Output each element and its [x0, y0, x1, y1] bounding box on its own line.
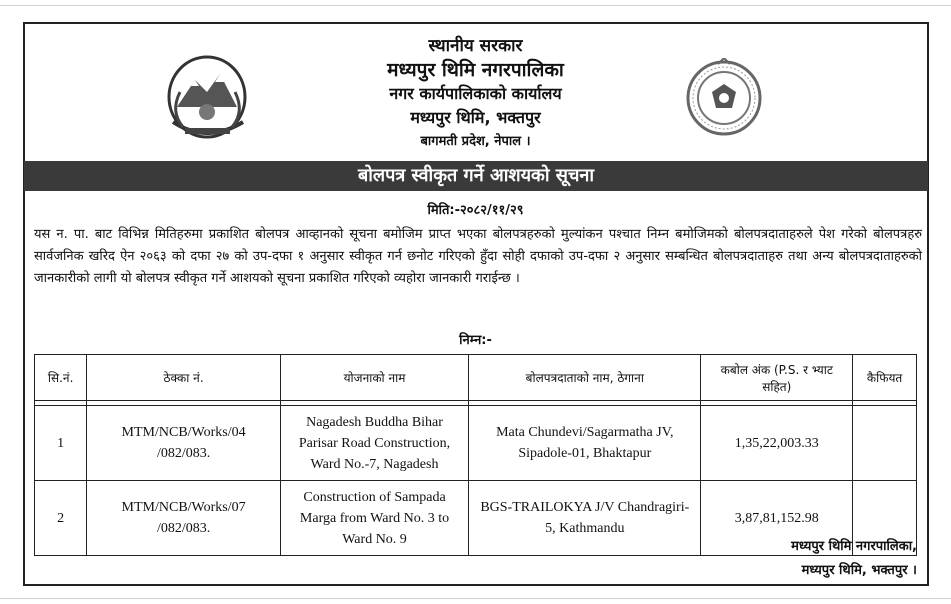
col-sn-header: सि.नं. [35, 355, 87, 401]
local-government-label: स्थानीय सरकार [428, 36, 523, 56]
bid-table [34, 354, 917, 556]
following-label: निम्न:- [459, 333, 492, 348]
row-project: Nagadesh Buddha Bihar Parisar Road Construction, Ward No.-7, Nagadesh [280, 406, 468, 481]
municipality-name: मध्यपुर थिमि नगरपालिका [387, 59, 564, 81]
row-amount: 1,35,22,003.33 [701, 406, 853, 481]
col-contract-header: ठेक्का नं. [87, 355, 281, 401]
row-amount: 3,87,81,152.98 [701, 481, 853, 556]
table-row [35, 406, 917, 481]
col-project-header: योजनाको नाम [280, 355, 468, 401]
office-header [0, 34, 951, 154]
top-rule [0, 5, 951, 6]
col-amount-header: कबोल अंक (P.S. र भ्याट सहित) [701, 355, 853, 401]
bottom-rule [0, 598, 951, 599]
col-bidder-header: बोलपत्रदाताको नाम, ठेगाना [469, 355, 701, 401]
col-remarks-header: कैफियत [853, 355, 917, 401]
row-bidder: BGS-TRAILOKYA J/V Chandragiri-5, Kathmandu [469, 481, 701, 556]
signature-line-2: मध्यपुर थिमि, भक्तपुर । [801, 563, 917, 578]
notice-body: यस न. पा. बाट विभिन्न मितिहरुमा प्रकाशित बोलपत्र आव्हानको सूचना बमोजिम प्राप्त भएका बोलपत्रहरुको मुल्यांकन पश्चात निम्न बमोजिमको बोलपत्रदाताहरुले पेश गरेको बोलपत्रहरु सार्वजनिक खरिद ऐन २०६३ को दफा २७ को उप-दफा १ अनुसार स्वीकृत गर्न छनोट गरिएको हुँदा सोही दफाको उप-दफा २ अनुसार सम्बन्धित बोलपत्रदाताहरु तथा अन्य बोलपत्रदाताहरुको जानकारीको लागी यो बोलपत्र स्वीकृत गर्ने आशयको सूचना प्रकाशित गरिएको व्यहोरा जानकारी गराईन्छ । [34, 227, 922, 286]
office-name: नगर कार्यपालिकाको कार्यालय [389, 84, 562, 103]
row-bidder: Mata Chundevi/Sagarmatha JV, Sipadole-01, Bhaktapur [469, 406, 701, 481]
row-remarks [853, 406, 917, 481]
row-contract: MTM/NCB/Works/07 /082/083. [87, 481, 281, 556]
province-country: बागमती प्रदेश, नेपाल । [420, 134, 531, 149]
row-sn: 2 [35, 481, 87, 556]
row-sn: 1 [35, 406, 87, 481]
notice-date: मिति:-२०८२/११/२९ [427, 203, 524, 218]
signature-line-1: मध्यपुर थिमि नगरपालिका, [791, 539, 917, 554]
row-contract: MTM/NCB/Works/04 /082/083. [87, 406, 281, 481]
notice-title-banner: बोलपत्र स्वीकृत गर्ने आशयको सूचना [24, 161, 928, 191]
table-header-row [35, 355, 917, 401]
office-location: मध्यपुर थिमि, भक्तपुर [410, 108, 541, 127]
row-project: Construction of Sampada Marga from Ward No. 3 to Ward No. 9 [280, 481, 468, 556]
